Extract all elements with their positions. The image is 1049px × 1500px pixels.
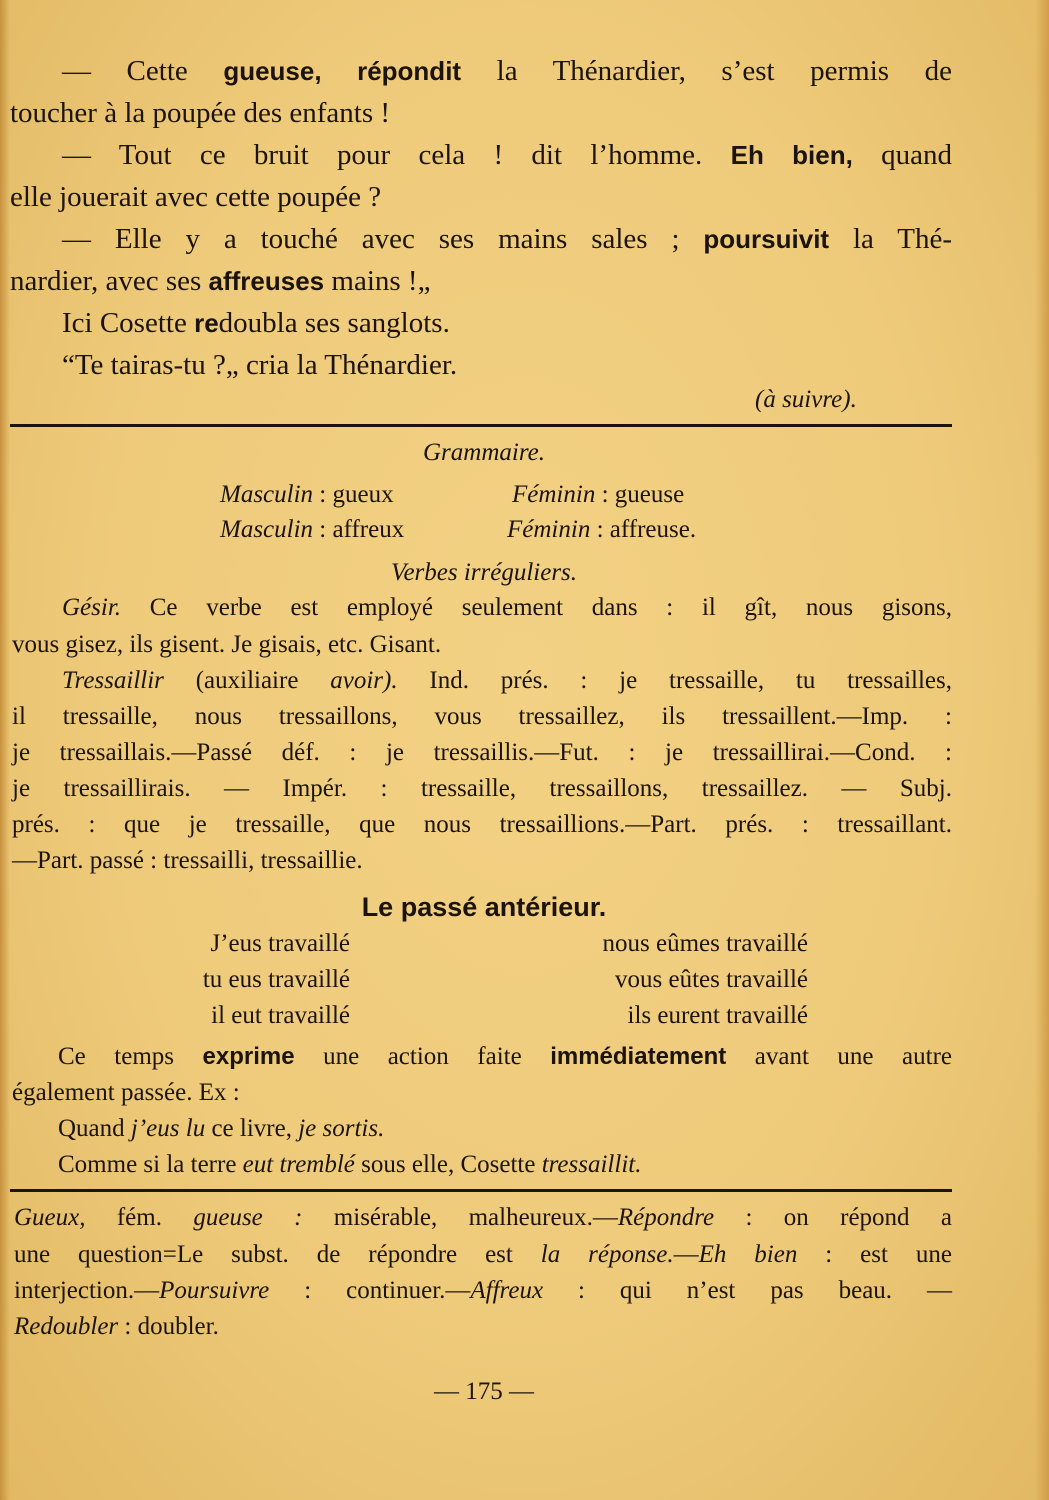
grammar-masc-2: Masculin : affreux	[220, 516, 405, 543]
passe-title: Le passé antérieur.	[361, 892, 607, 922]
story-line-3: — Tout ce bruit pour cela ! dit l’homme. Eh bien, quand	[62, 139, 952, 171]
verbs-title: Verbes irréguliers.	[390, 559, 578, 586]
conj-right-1: nous eûmes travaillé	[602, 930, 808, 957]
story-line-5: — Elle y a touché avec ses mains sales ; poursuivit la Thé-	[62, 223, 952, 255]
conj-right-3: ils eurent travaillé	[627, 1002, 808, 1029]
tressaillir-line-2: il tressaille, nous tressaillons, vous tressaillez, ils tressaillent.—Imp. :	[12, 703, 952, 730]
gesir-line-2: vous gisez, ils gisent. Je gisais, etc. Gisant.	[12, 631, 442, 658]
divider-bottom	[10, 1189, 952, 1192]
story-line-4: elle jouerait avec cette poupée ?	[10, 181, 382, 213]
passe-explain-1: Ce temps exprime une action faite immédiatement avant une autre	[58, 1043, 952, 1070]
tressaillir-line-4: je tressaillirais. — Impér. : tressaille, tressaillons, tressaillez. — Subj.	[12, 775, 952, 802]
divider-top	[10, 424, 952, 427]
conj-left-3: il eut travaillé	[211, 1002, 350, 1029]
conj-left-1: J’eus travaillé	[210, 930, 350, 957]
note-line-2: une question=Le subst. de répondre est la réponse.—Eh bien : est une	[14, 1241, 952, 1268]
note-line-4: Redoubler : doubler.	[14, 1313, 219, 1340]
passe-explain-2: également passée. Ex :	[12, 1079, 240, 1106]
grammar-title: Grammaire.	[423, 439, 545, 466]
story-line-7: Ici Cosette redoubla ses sanglots.	[62, 307, 450, 339]
conj-left-2: tu eus travaillé	[202, 966, 350, 993]
tressaillir-line-1: Tressaillir (auxiliaire avoir). Ind. prés. : je tressaille, tu tressailles,	[62, 667, 952, 694]
passe-example-2: Comme si la terre eut tremblé sous elle, Cosette tressaillit.	[58, 1151, 642, 1178]
note-line-3: interjection.—Poursuivre : continuer.—Affreux : qui n’est pas beau. —	[14, 1277, 952, 1304]
tressaillir-line-6: —Part. passé : tressailli, tressaillie.	[12, 847, 363, 874]
passe-example-1: Quand j’eus lu ce livre, je sortis.	[58, 1115, 385, 1142]
grammar-fem-1: Féminin : gueuse	[512, 481, 685, 508]
grammar-masc-1: Masculin : gueux	[220, 481, 394, 508]
story-line-1: — Cette gueuse, répondit la Thénardier, s’est permis de	[62, 55, 952, 87]
tressaillir-line-3: je tressaillais.—Passé déf. : je tressaillis.—Fut. : je tressaillirai.—Cond. :	[12, 739, 952, 766]
story-line-2: toucher à la poupée des enfants !	[10, 97, 391, 129]
page-number: — 175 —	[434, 1378, 534, 1405]
page-edge-right	[1035, 0, 1049, 1500]
note-line-1: Gueux, fém. gueuse : misérable, malheureux.—Répondre : on répond a	[14, 1204, 953, 1231]
page-edge-left	[0, 0, 10, 1500]
grammar-fem-2: Féminin : affreuse.	[507, 516, 697, 543]
a-suivre: (à suivre).	[755, 386, 857, 413]
story-line-8: “Te tairas-tu ?„ cria la Thénardier.	[62, 349, 458, 381]
story-line-6: nardier, avec ses affreuses mains !„	[10, 265, 431, 297]
gesir-line-1: Gésir. Ce verbe est employé seulement dans : il gît, nous gisons,	[62, 594, 952, 621]
conj-right-2: vous eûtes travaillé	[615, 966, 808, 993]
tressaillir-line-5: prés. : que je tressaille, que nous tressaillions.—Part. prés. : tressaillant.	[12, 811, 952, 838]
